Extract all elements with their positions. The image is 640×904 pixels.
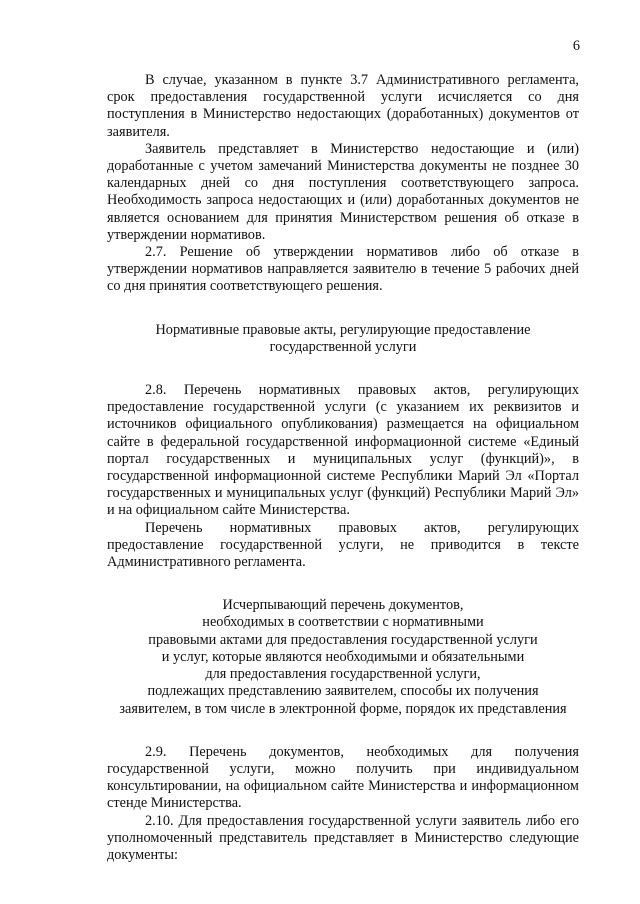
section-heading-documents-list <box>107 597 579 717</box>
paragraph-legal-acts-list: Перечень нормативных правовых актов, регулирующих предоставление государственной услуги, не приводится в тексте Административного регламента. <box>107 519 579 571</box>
paragraph-2-10: 2.10. Для предоставления государственной услуги заявитель либо его уполномоченный представитель представляет в Министерство следующие документы: <box>107 812 579 863</box>
paragraph-2-8: 2.8. Перечень нормативных правовых актов, регулирующих предоставление государственной услуги (с указанием их реквизитов и источников официального опубликования) размещается на официальном сайте в федеральной государственной информационной системе «Единый портал государственных и муниципальных услуг (функций)», в государственной информационной системе Республики Марий Эл «Портал государственных и муниципальных услуг (функций) Республики Марий Эл» и на официальном сайте Министерства. <box>107 382 579 519</box>
heading-line: и услуг, которые являются необходимыми и обязательными <box>161 648 525 665</box>
heading-line: заявителем, в том числе в электронной форме, порядок их представления <box>119 700 567 717</box>
paragraph-2-7: 2.7. Решение об утверждении нормативов либо об отказе в утверждении нормативов направляется заявителю в течение 5 рабочих дней со дня принятия соответствующего решения. <box>107 244 579 295</box>
heading-line: правовыми актами для предоставления государственной услуги <box>148 631 538 648</box>
paragraph-deadline-calculation: В случае, указанном в пункте 3.7 Административного регламента, срок предоставления государственной услуги исчисляется со дня поступления в Министерство недостающих (доработанных) документов от заявителя. <box>107 72 579 140</box>
heading-line: Исчерпывающий перечень документов, <box>222 597 464 614</box>
paragraph-2-9: 2.9. Перечень документов, необходимых для получения государственной услуги, можно получить при индивидуальном консультировании, на официальном сайте Министерства и информационном стенде Министерства. <box>107 743 579 812</box>
heading-line: необходимых в соответствии с нормативными <box>202 614 484 631</box>
heading-line: для предоставления государственной услуги, <box>205 666 481 683</box>
paragraph-missing-documents: Заявитель представляет в Министерство недостающие и (или) доработанные с учетом замечаний Министерства документы не позднее 30 календарных дней со дня поступления соответствующего запроса. Необходимость запроса недостающих и (или) доработанных документов не является основанием для принятия Министерством решения об отказе в утверждении нормативов. <box>107 140 579 243</box>
heading-line: государственной услуги <box>269 338 417 355</box>
page-number: 6 <box>572 38 580 54</box>
document-body <box>107 72 579 864</box>
section-heading-legal-acts <box>107 322 579 356</box>
heading-line: подлежащих представлению заявителем, способы их получения <box>147 683 539 700</box>
heading-line: Нормативные правовые акты, регулирующие предоставление <box>155 321 531 338</box>
